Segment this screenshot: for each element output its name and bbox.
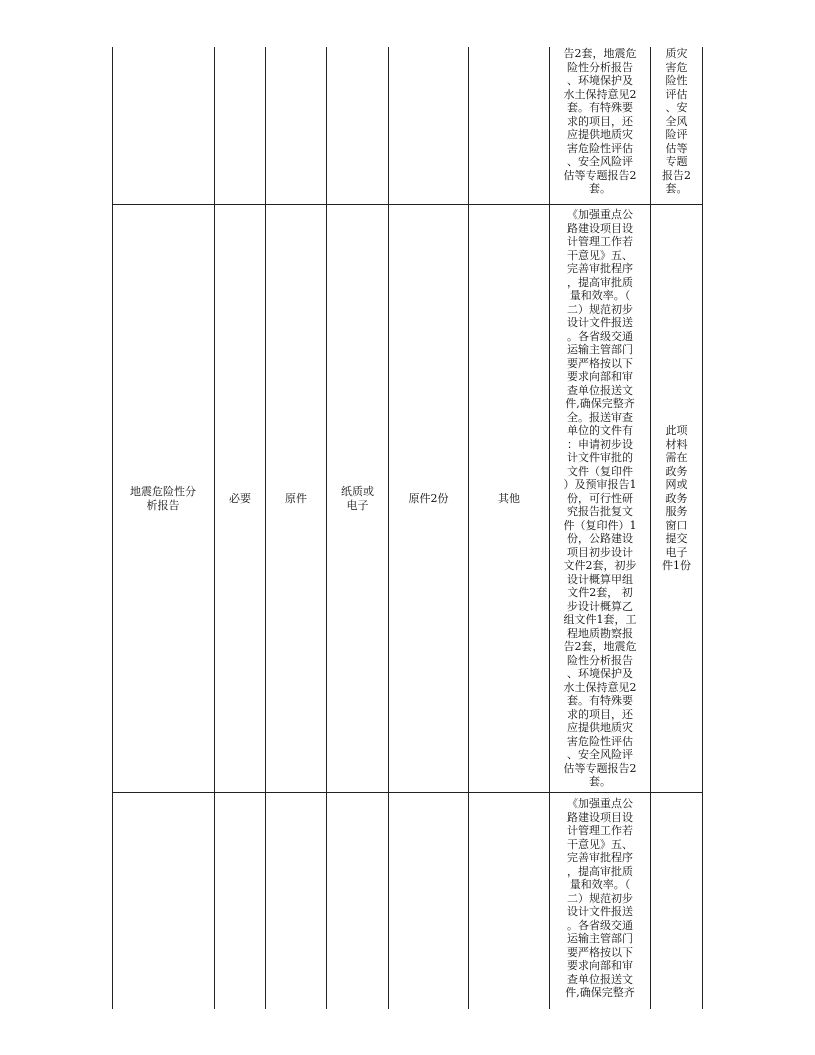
row2-copies-cell: [389, 205, 468, 792]
row2-format-cell: [327, 205, 388, 792]
material-source: 原件: [285, 491, 307, 505]
note-text: 此项 材料 需在 政务 网或 政务 服务 窗口 提交 电子 件1份: [662, 424, 691, 573]
row1-basis-text: 告2套，地震危 险性分析报告 、环境保护及 水土保持意见2 套。有特殊要 求的项目，还 应提供地质灾 害危险性评估 、安全风险评 估等专题报告2 套。: [563, 47, 637, 195]
table-border-right: [702, 47, 703, 1009]
row1-note-cell: [651, 47, 702, 204]
row2-required-cell: [215, 205, 265, 792]
materials-table: [112, 47, 703, 1009]
row1-basis-cell: [550, 47, 650, 204]
required-flag: 必要: [229, 491, 251, 505]
material-name: 地震危险性分 析报告: [130, 485, 196, 512]
row3-basis-cell: [550, 793, 650, 1009]
row1-note-text: 质灾 害危 险性 评估 、安 全风 险评 估等 专题 报告2 套。: [662, 47, 691, 195]
material-format: 纸质或 电子: [341, 485, 374, 512]
row2-source-cell: [266, 205, 326, 792]
material-category: 其他: [498, 491, 520, 505]
legal-basis-text: 《加强重点公 路建设项目设 计管理工作若 干意见》五、 完善审批程序 ，提高审批质 量和效率。（ 二）规范初步 设计文件报送 。各省级交通 运输主管部门 要严格按以下 要求向部和审 查单位报送文 件,确保完整齐 全。报送审查 单位的文件有 ：申请初步设 计文件审批的 文件（复印件 ）及预审报告1 份，可行性研 究报告批复文 件（复印件）1 份，公路建设 项目初步设计 文件2套，初步 设计概算甲组 文件2套， 初 步设计概算乙 组文件1套，工 程地质勘察报 告2套，地震危 险性分析报告 、环境保护及 水土保持意见2 套。有特殊要 求的项目，还 应提供地质灾 害危险性评估 、安全风险评 估等专题报告2 套。: [563, 208, 637, 789]
row2-note-cell: [651, 205, 702, 792]
row2-basis-cell: [550, 205, 650, 792]
material-copies: 原件2份: [408, 491, 449, 505]
row2-category-cell: [469, 205, 549, 792]
row3-basis-text: 《加强重点公 路建设项目设 计管理工作若 干意见》五、 完善审批程序 ，提高审批质 量和效率。（ 二）规范初步 设计文件报送 。各省级交通 运输主管部门 要严格按以下 要求向部和审 查单位报送文 件,确保完整齐: [565, 797, 635, 999]
row2-material-name-cell: [112, 205, 214, 792]
